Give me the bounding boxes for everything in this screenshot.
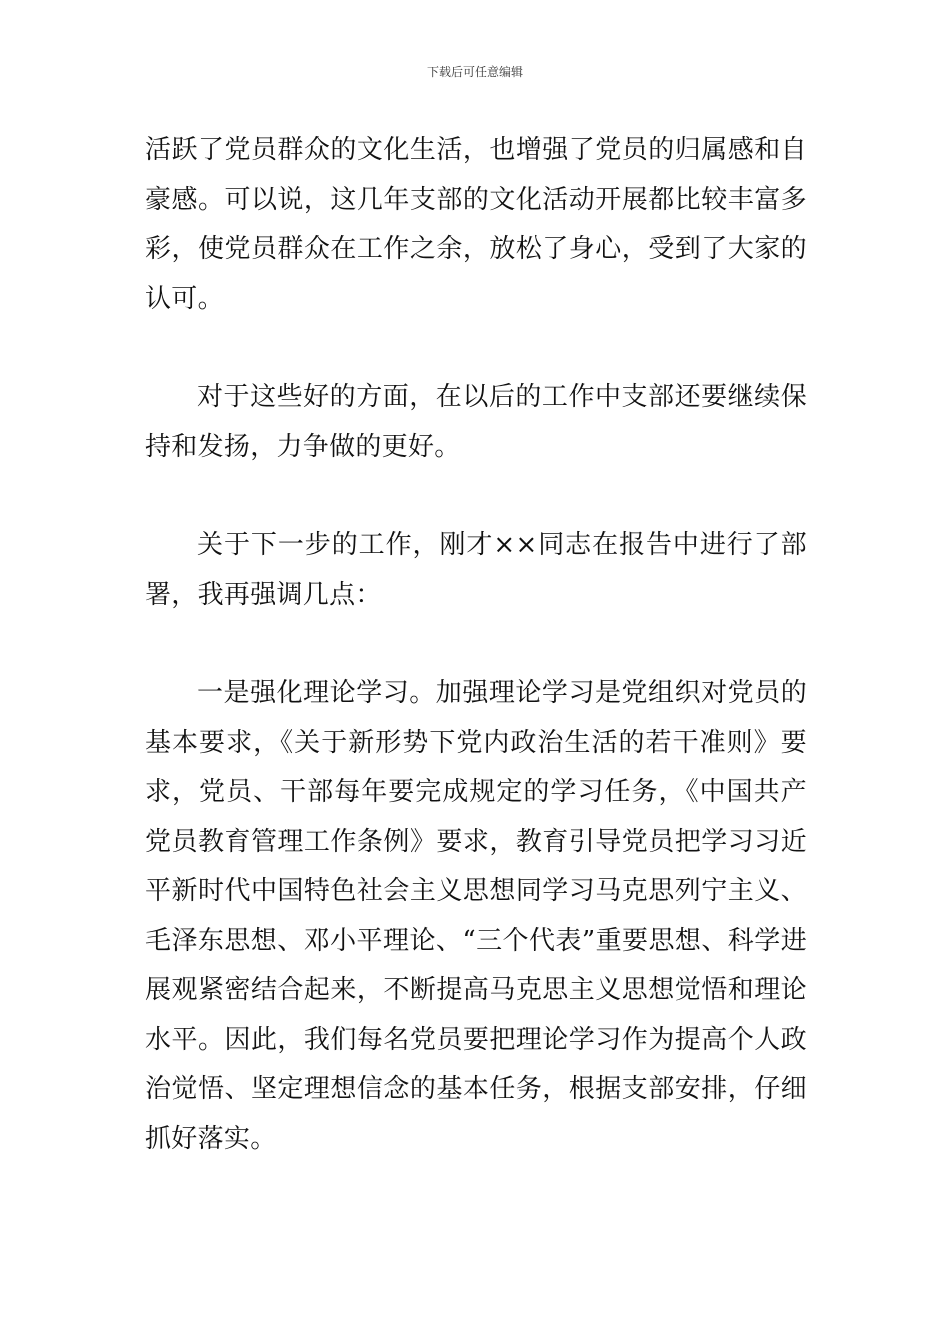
paragraph-theory-study: 一是强化理论学习。加强理论学习是党组织对党员的基本要求，《关于新形势下党内政治生活的若干准则》要求，党员、干部每年要完成规定的学习任务，《中国共产党员教育管理工作条例》要求，教育引导党员把学习习近平新时代中国特色社会主义思想同学习马克思列宁主义、毛泽东思想、邓小平理论、“三个代表”重要思想、科学进展观紧密结合起来，不断提高马克思主义思想觉悟和理论水平。因此，我们每名党员要把理论学习作为提高个人政治觉悟、坚定理想信念的基本任务，根据支部安排，仔细抓好落实。 bbox=[145, 678, 807, 1154]
paragraph-keep-improving: 对于这些好的方面，在以后的工作中支部还要继续保持和发扬，力争做的更好。 bbox=[145, 382, 807, 462]
paragraph-next-steps: 关于下一步的工作，刚才××同志在报告中进行了部署，我再强调几点： bbox=[145, 530, 807, 610]
paragraph-continuation: 活跃了党员群众的文化生活，也增强了党员的归属感和自豪感。可以说，这几年支部的文化活动开展都比较丰富多彩，使党员群众在工作之余，放松了身心，受到了大家的认可。 bbox=[145, 135, 807, 314]
document-body bbox=[145, 126, 807, 1164]
page-header-note: 下载后可任意编辑 bbox=[426, 65, 523, 79]
